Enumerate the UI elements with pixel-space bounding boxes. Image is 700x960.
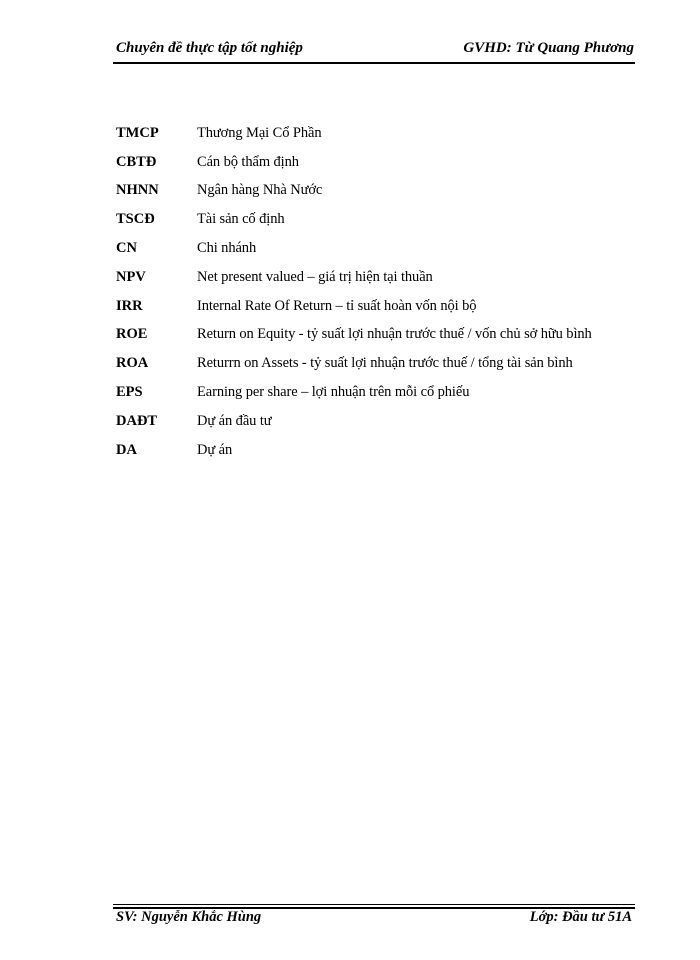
abbreviation-row <box>116 263 636 292</box>
page-footer <box>116 909 632 926</box>
abbreviation-row <box>116 378 636 407</box>
abbreviation-row <box>116 148 636 177</box>
footer-class: Lớp: Đầu tư 51A <box>529 909 632 925</box>
abbreviation-code: CBTĐ <box>116 153 157 170</box>
abbreviation-row <box>116 177 636 206</box>
abbreviation-row <box>116 205 636 234</box>
abbreviation-code: IRR <box>116 297 143 314</box>
abbreviation-row <box>116 292 636 321</box>
abbreviation-definition: Net present valued – giá trị hiện tại thuần <box>197 268 433 285</box>
abbreviation-code: TSCĐ <box>116 211 155 228</box>
abbreviation-definition: Tài sản cố định <box>197 211 285 228</box>
abbreviation-definition: Ngân hàng Nhà Nước <box>197 182 323 199</box>
abbreviation-code: ROA <box>116 355 149 372</box>
abbreviation-definition: Thương Mại Cổ Phần <box>197 124 322 141</box>
abbreviation-row <box>116 349 636 378</box>
abbreviation-definition: Dự án đầu tư <box>197 412 272 429</box>
abbreviation-code: DA <box>116 441 137 458</box>
footer-student: SV: Nguyễn Khắc Hùng <box>116 909 262 925</box>
header-advisor: GVHD: Từ Quang Phương <box>463 40 634 56</box>
abbreviation-row <box>116 321 636 350</box>
abbreviation-row <box>116 119 636 148</box>
abbreviation-definition: Return on Equity - tỷ suất lợi nhuận trước thuế / vốn chủ sở hữu bình <box>197 326 592 343</box>
page-header <box>116 40 634 57</box>
abbreviation-definition: Returrn on Assets - tỷ suất lợi nhuận trước thuế / tổng tài sản bình <box>197 355 573 372</box>
abbreviation-list <box>116 119 636 465</box>
abbreviation-row <box>116 436 636 465</box>
abbreviation-code: NPV <box>116 268 146 285</box>
abbreviation-row <box>116 234 636 263</box>
header-divider <box>113 62 635 64</box>
abbreviation-code: TMCP <box>116 124 159 141</box>
footer-divider <box>113 904 635 905</box>
abbreviation-code: CN <box>116 240 137 257</box>
abbreviation-code: NHNN <box>116 182 159 199</box>
abbreviation-definition: Earning per share – lợi nhuận trên mỗi cổ phiếu <box>197 384 470 401</box>
abbreviation-definition: Dự án <box>197 441 233 458</box>
abbreviation-definition: Internal Rate Of Return – tỉ suất hoàn vốn nội bộ <box>197 297 477 314</box>
abbreviation-definition: Chi nhánh <box>197 240 257 257</box>
abbreviation-code: DAĐT <box>116 412 158 429</box>
abbreviation-definition: Cán bộ thẩm định <box>197 153 299 170</box>
abbreviation-code: EPS <box>116 384 143 401</box>
abbreviation-code: ROE <box>116 326 148 343</box>
header-title: Chuyên đề thực tập tốt nghiệp <box>116 40 303 56</box>
abbreviation-row <box>116 407 636 436</box>
